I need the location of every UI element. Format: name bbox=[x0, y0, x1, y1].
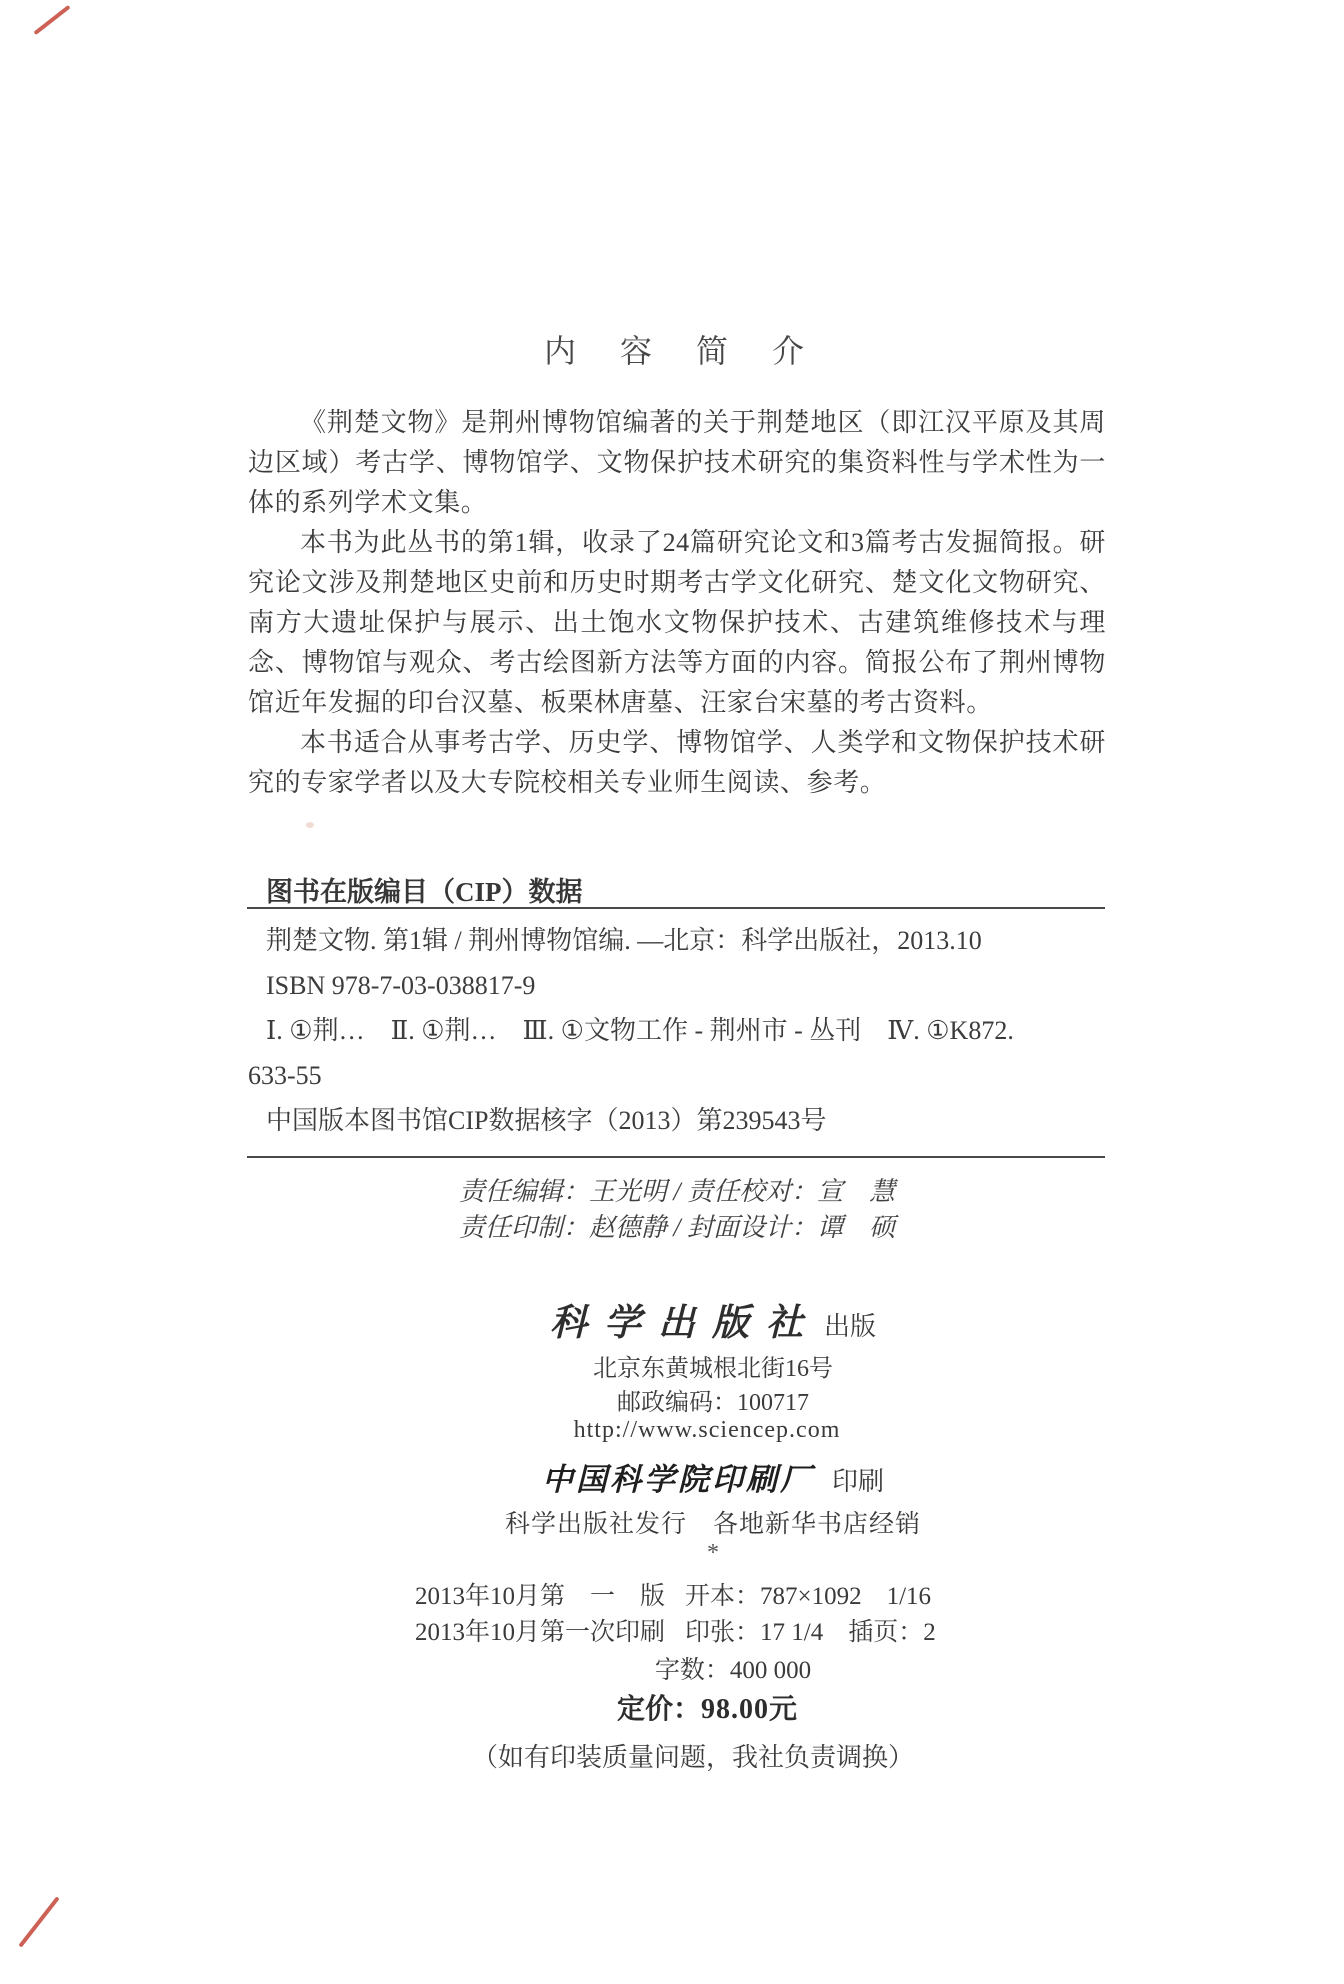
cip-title-line: 荆楚文物. 第1辑 / 荆州博物馆编. —北京：科学出版社，2013.10 bbox=[266, 926, 982, 955]
section-separator-star: * bbox=[707, 1540, 719, 1566]
price-unit: 元 bbox=[769, 1694, 798, 1725]
scan-artifact-bottom-left bbox=[18, 1896, 59, 1947]
cip-classification-line1: Ⅰ. ①荆… Ⅱ. ①荆… Ⅲ. ①文物工作 - 荆州市 - 丛刊 Ⅳ. ①K872. bbox=[266, 1016, 1014, 1045]
sheets-spec: 印张：17 1/4 插页：2 bbox=[685, 1619, 936, 1646]
intro-paragraph-3: 本书适合从事考古学、历史学、博物馆学、人类学和文物保护技术研究的专家学者以及大专院校相关专业师生阅读、参考。 bbox=[248, 728, 1106, 797]
distribution-line: 科学出版社发行 各地新华书店经销 bbox=[504, 1511, 921, 1538]
publisher-logo-text: 科学出版社 bbox=[549, 1303, 820, 1344]
intro-paragraph-2: 本书为此丛书的第1辑，收录了24篇研究论文和3篇考古发掘简报。研究论文涉及荆楚地区史前和历史时期考古学文化研究、楚文化文物研究、南方大遗址保护与展示、出土饱水文物保护技术、古建筑维修技术与理念、博物馆与观众、考古绘图新方法等方面的内容。简报公布了荆州博物馆近年发掘的印台汉墓、板栗林唐墓、汪家台宋墓的考古资料。 bbox=[248, 528, 1106, 717]
price-line bbox=[248, 1687, 1136, 1727]
printer-line bbox=[248, 1454, 1142, 1499]
editorial-credits bbox=[248, 1174, 1106, 1246]
cip-classification-line2: 633-55 bbox=[248, 1061, 322, 1090]
cip-bottom-rule bbox=[247, 1156, 1105, 1158]
price-label: 定价： bbox=[616, 1694, 701, 1725]
scan-artifact-top-left bbox=[33, 5, 70, 35]
publisher-address: 北京东黄城根北街16号 bbox=[593, 1356, 833, 1382]
publisher-line bbox=[248, 1292, 1142, 1346]
cip-top-rule bbox=[247, 907, 1105, 909]
publisher-postcode: 邮政编码：100717 bbox=[617, 1390, 809, 1416]
publisher-suffix: 出版 bbox=[823, 1312, 876, 1341]
credits-line-2: 责任印制：赵德静 / 封面设计：谭 硕 bbox=[458, 1213, 896, 1242]
impression-row bbox=[248, 1612, 1106, 1648]
format-spec: 开本：787×1092 1/16 bbox=[685, 1583, 932, 1610]
cip-heading: 图书在版编目（CIP）数据 bbox=[266, 877, 583, 907]
word-count: 字数：400 000 bbox=[654, 1657, 812, 1684]
publisher-website: http://www.sciencep.com bbox=[573, 1417, 841, 1443]
quality-note: （如有印装质量问题，我社负责调换） bbox=[471, 1743, 914, 1772]
printer-suffix: 印刷 bbox=[831, 1467, 884, 1496]
edition-row bbox=[248, 1576, 1106, 1612]
scan-smudge bbox=[306, 822, 314, 828]
printer-logo-text: 中国科学院印刷厂 bbox=[541, 1462, 814, 1497]
cip-record-number: 中国版本图书馆CIP数据核字（2013）第239543号 bbox=[266, 1106, 827, 1135]
intro-paragraph-1: 《荆楚文物》是荆州博物馆编著的关于荆楚地区（即江汉平原及其周边区域）考古学、博物馆学、文物保护技术研究的集资料性与学术性为一体的系列学术文集。 bbox=[248, 408, 1106, 517]
cip-isbn: ISBN 978-7-03-038817-9 bbox=[266, 971, 536, 1000]
edition-date: 2013年10月第 一 版 bbox=[415, 1583, 666, 1610]
impression-date: 2013年10月第一次印刷 bbox=[415, 1619, 666, 1646]
content-summary-body bbox=[248, 403, 1106, 803]
content-summary-title: 内 容 简 介 bbox=[543, 333, 810, 369]
cip-data-block bbox=[248, 918, 1106, 1143]
price-value: 98.00 bbox=[701, 1694, 769, 1725]
credits-line-1: 责任编辑：王光明 / 责任校对：宣 慧 bbox=[458, 1177, 896, 1206]
